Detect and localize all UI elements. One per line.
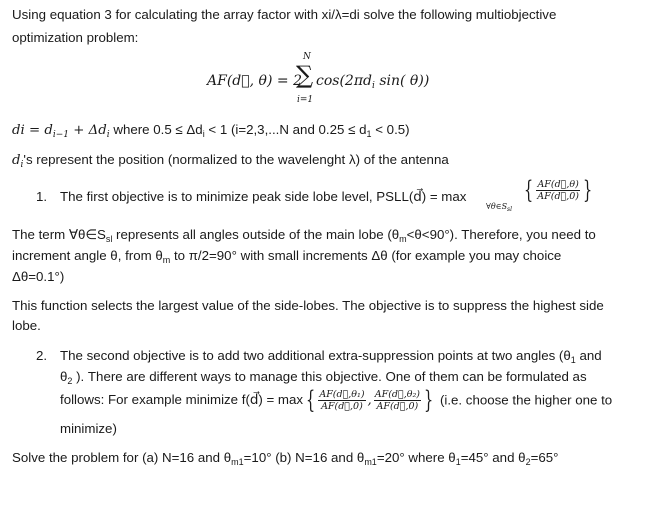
side-lobe-term-line-2: increment angle θ, from $\theta_m$ to π/2=90° with small increments Δθ (for example you may choice	[12, 248, 562, 265]
objective-2-line-4: minimize)	[60, 421, 117, 436]
af-equation-rhs: $\cos(2\pi d_i$ sin( θ))	[316, 73, 430, 91]
sum-symbol: ∑	[296, 61, 314, 89]
side-lobe-term-line-3: Δθ=0.1°)	[12, 269, 65, 284]
objective-1-text: The first objective is to minimize peak side lobe level, PSLL(d⃗) = max	[60, 189, 467, 204]
objective-2-line-2: $\theta_2$ ). There are different ways to manage this objective. One of them can be formulated as	[60, 369, 587, 386]
objective-1-max-subscript: $\forall\theta\in S_{sl}$	[486, 202, 513, 213]
objective-2-line-1: The second objective is to add two additional extra-suppression points at two angles ($\theta_1$ and	[60, 348, 602, 365]
objective-2-line-3: follows: For example minimize f(d⃗) = max { $\frac{\text{AF(d⃗,θ₁)}}{AF(d⃗,0)}$ , $\frac{\text{AF(d⃗,θ₂)}}{AF(d⃗,0)}$ } (i.e. choose the higher one to	[60, 386, 613, 414]
objective-1-number: 1.	[36, 189, 48, 204]
position-definition: $d_i's$ represent the position (normalized to the wavelenght λ) of the antenna	[12, 152, 449, 170]
side-lobe-term-line-1: The term $\forall\theta\in S_{sl}$ represents all angles outside of the main lobe $(\theta_m<\theta<90^\circ)$. Therefore, you need to	[12, 227, 596, 244]
largest-side-lobe-line-1: This function selects the largest value of the side-lobes. The objective is to suppress the highest side	[12, 298, 604, 313]
problem-cases: Solve the problem for (a) N=16 and $\theta_{m1}=10^\circ$ (b) N=16 and $\theta_{m1}=20^\circ$ where $\theta_1=45^\circ$ and $\theta_2=65^\circ$	[12, 450, 559, 467]
intro-line-2: optimization problem:	[12, 30, 139, 45]
objective-2-number: 2.	[36, 348, 48, 363]
sum-lower-limit: i=1	[297, 95, 314, 105]
af-equation-lhs: AF(d⃗, θ) = 2	[207, 73, 302, 89]
position-recurrence: di = $d_{i-1} + \Delta d_i$ where $0.5 \le \Delta d_i < 1$ (i=2,3,...N and $0.25 \le d_1 < 0.5$)	[12, 122, 410, 140]
largest-side-lobe-line-2: lobe.	[12, 318, 41, 333]
intro-line-1: Using equation 3 for calculating the array factor with xi/λ=di solve the following multiobjective	[12, 7, 557, 22]
sum-upper-limit: N	[303, 52, 311, 62]
objective-1-fraction: { $\frac{AF(d⃗,\theta)}{AF(d⃗,0)}$ }	[524, 176, 593, 204]
